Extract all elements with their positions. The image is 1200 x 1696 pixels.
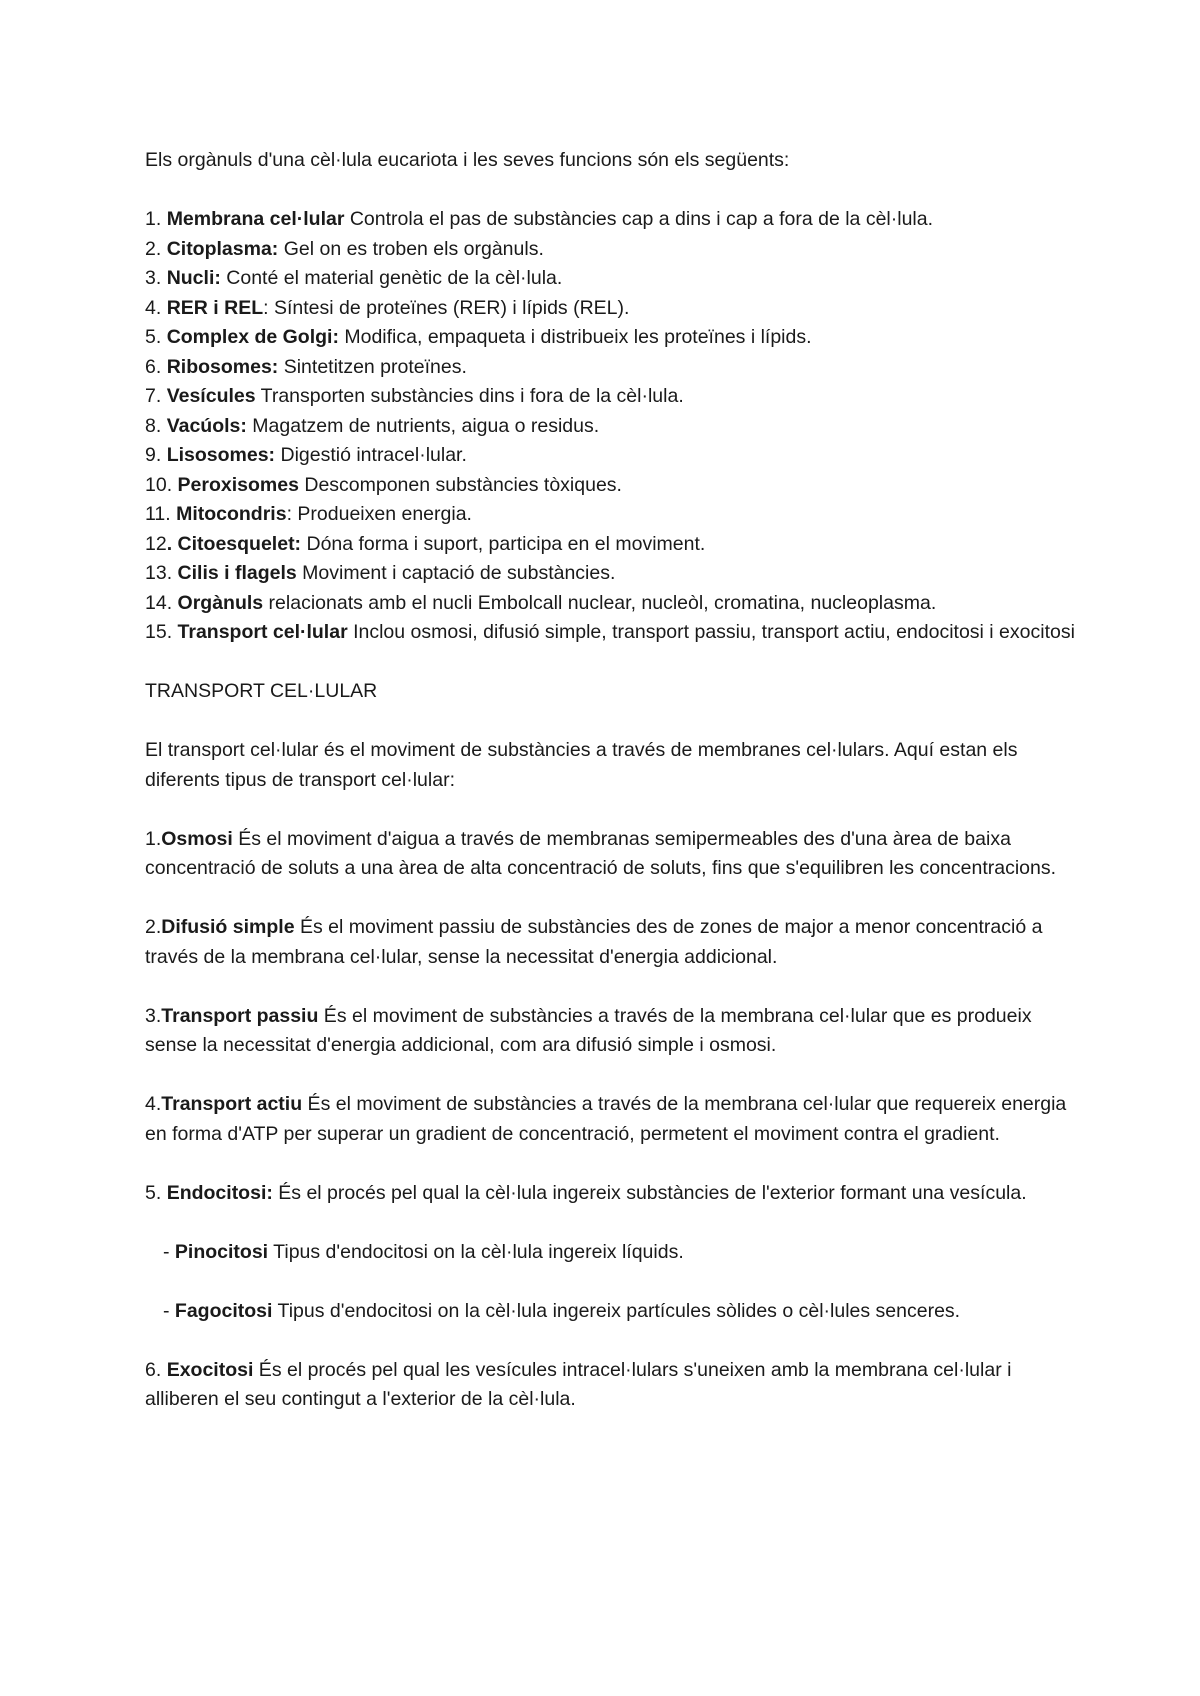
spacer (145, 795, 1075, 825)
list-item: 2. Citoplasma: Gel on es troben els orgànuls. (145, 237, 544, 260)
list-item: 14. Orgànuls relacionats amb el nucli Embolcall nuclear, nucleòl, cromatina, nucleoplasma. (145, 591, 937, 614)
spacer (145, 972, 1075, 1002)
transport-item: 6. Exocitosi És el procés pel qual les vesícules intracel·lulars s'uneixen amb la membrana cel·lular i alliberen el seu contingut a l'exterior de la cèl·lula. (145, 1358, 1012, 1410)
list-item: 4. RER i REL: Síntesi de proteïnes (RER) i lípids (REL). (145, 296, 630, 319)
spacer (145, 707, 1075, 737)
spacer (145, 884, 1075, 914)
list-item: 13. Cilis i flagels Moviment i captació de substàncies. (145, 562, 616, 584)
list-item: 6. Ribosomes: Sintetitzen proteïnes. (145, 355, 467, 378)
transport-item: 2.Difusió simple És el moviment passiu de substàncies des de zones de major a menor concentració a través de la membrana cel·lular, sense la necessitat d'energia addicional. (145, 916, 1043, 968)
spacer (145, 1061, 1075, 1091)
spacer (145, 1326, 1075, 1356)
list-item: 12. Citoesquelet: Dóna forma i suport, participa en el moviment. (145, 532, 706, 555)
list-item: 15. Transport cel·lular Inclou osmosi, difusió simple, transport passiu, transport actiu, endocitosi i exocitosi (145, 621, 1075, 643)
spacer (145, 1208, 1075, 1238)
spacer (145, 648, 1075, 678)
transport-item: 1.Osmosi És el moviment d'aigua a través de membranas semipermeables des d'una àrea de baixa concentració de soluts a una àrea de alta concentració de soluts, fins que s'equilibren les concentracions. (145, 827, 1057, 879)
list-item: 9. Lisosomes: Digestió intracel·lular. (145, 444, 467, 466)
list-item: 8. Vacúols: Magatzem de nutrients, aigua o residus. (145, 414, 600, 437)
section-title: TRANSPORT CEL·LULAR (145, 680, 378, 702)
document-page (145, 146, 1075, 1415)
organelle-list (145, 205, 1075, 648)
list-item: 3. Nucli: Conté el material genètic de la cèl·lula. (145, 267, 563, 289)
spacer (145, 176, 1075, 206)
section-intro: El transport cel·lular és el moviment de substàncies a través de membranes cel·lulars. Aquí estan els diferents tipus de transport cel·lular: (145, 739, 1018, 791)
list-item: 11. Mitocondris: Produeixen energia. (145, 503, 472, 525)
list-item: 7. Vesícules Transporten substàncies dins i fora de la cèl·lula. (145, 385, 684, 407)
transport-item: 3.Transport passiu És el moviment de substàncies a través de la membrana cel·lular que es produeix sense la necessitat d'energia addicional, com ara difusió simple i osmosi. (145, 1004, 1032, 1056)
subtype-item: - Pinocitosi Tipus d'endocitosi on la cèl·lula ingereix líquids. (163, 1240, 684, 1263)
list-item: 5. Complex de Golgi: Modifica, empaqueta i distribueix les proteïnes i lípids. (145, 326, 812, 348)
transport-item: 5. Endocitosi: És el procés pel qual la cèl·lula ingereix substàncies de l'exterior formant una vesícula. (145, 1181, 1027, 1204)
list-item: 1. Membrana cel·lular Controla el pas de substàncies cap a dins i cap a fora de la cèl·lula. (145, 208, 934, 230)
intro-text: Els orgànuls d'una cèl·lula eucariota i les seves funcions són els següents: (145, 149, 790, 171)
list-item: 10. Peroxisomes Descomponen substàncies tòxiques. (145, 473, 622, 496)
spacer (145, 1267, 1075, 1297)
spacer (145, 1149, 1075, 1179)
subtype-item: - Fagocitosi Tipus d'endocitosi on la cèl·lula ingereix partícules sòlides o cèl·lules senceres. (163, 1299, 961, 1322)
transport-item: 4.Transport actiu És el moviment de substàncies a través de la membrana cel·lular que requereix energia en forma d'ATP per superar un gradient de concentració, permetent el moviment contra el gradient. (145, 1093, 1067, 1145)
